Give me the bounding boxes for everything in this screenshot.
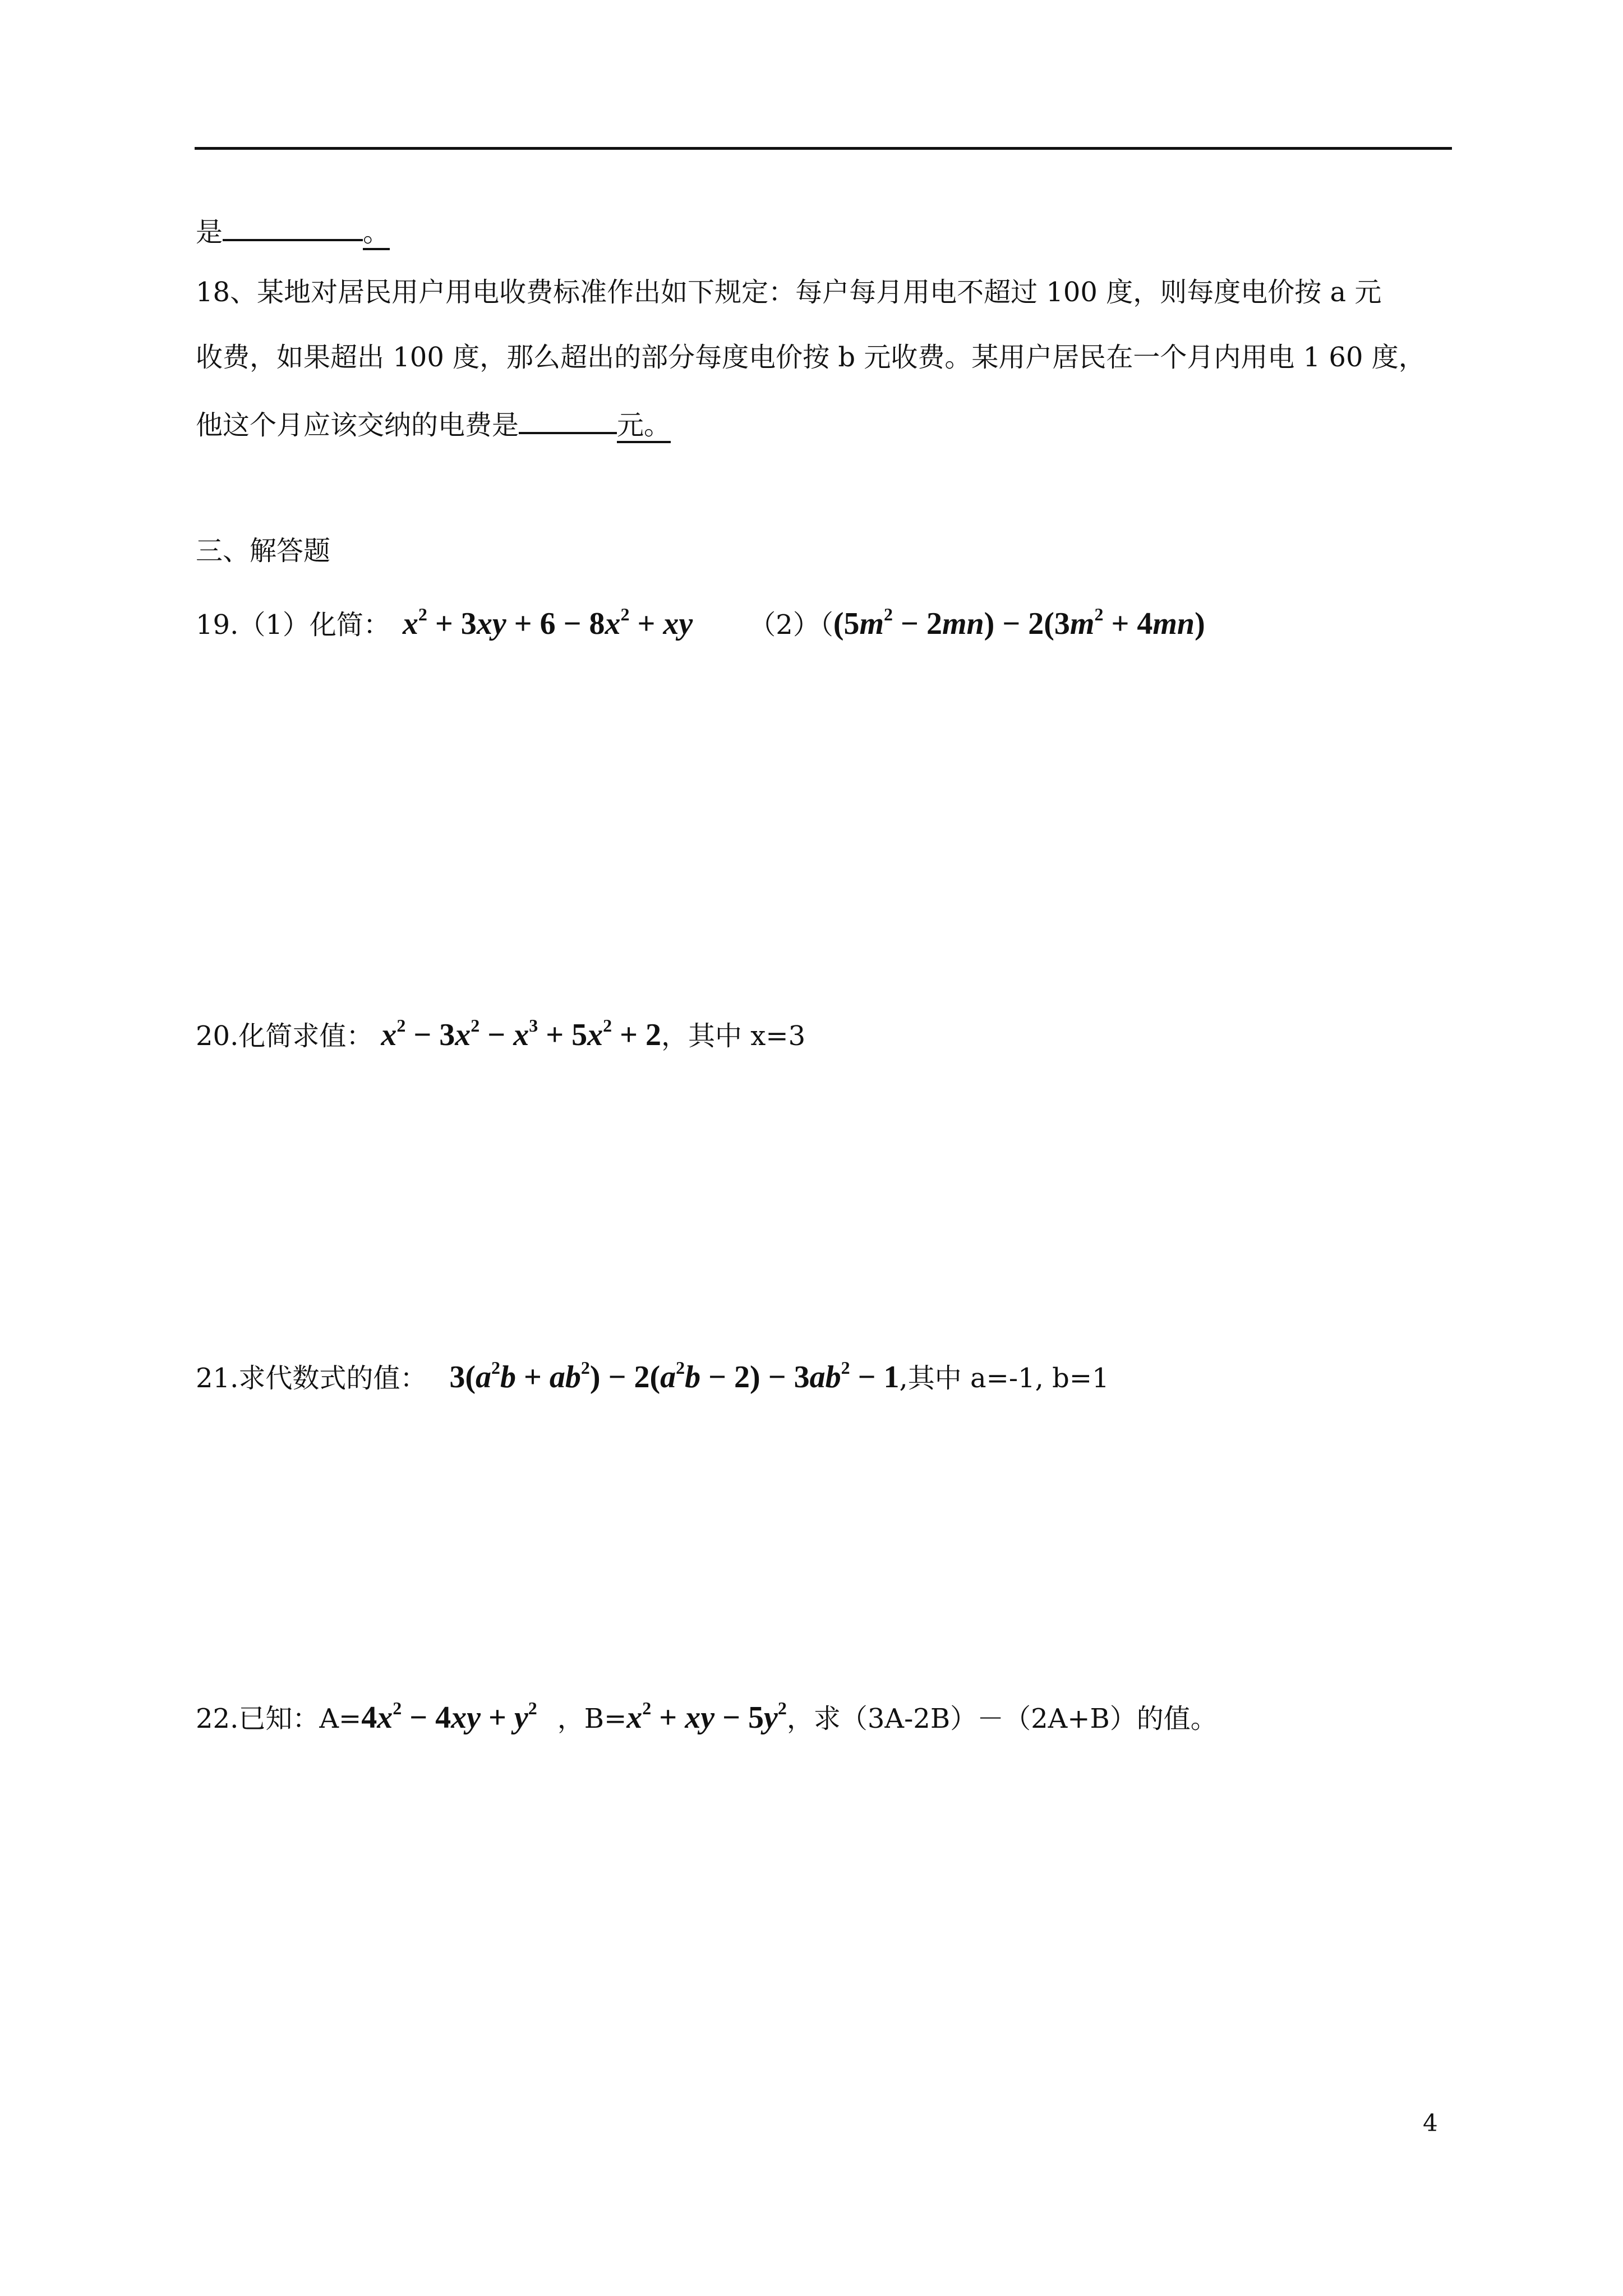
q20-suffix: ，其中 x=3 <box>661 1020 806 1052</box>
section-title: 三、解答题 <box>196 535 331 567</box>
page-number: 4 <box>1423 2109 1438 2137</box>
q18-line-3-prefix: 他这个月应该交纳的电费是 <box>196 409 519 441</box>
q22-expression-a: $4x^2 - 4xy + y^2$ <box>361 1698 537 1735</box>
q21-suffix: ,其中 a=-1, b=1 <box>899 1363 1109 1394</box>
q19-expression-1: $x^2 + 3xy + 6 - 8x^2$ + xy <box>402 604 693 641</box>
q19-part2-label: （2）（ <box>749 609 833 641</box>
q21-expression: $3(a^2b + ab^2) - 2(a^2b - 2) - 3ab^2 - 1$ <box>449 1358 900 1395</box>
header-rule <box>195 147 1452 150</box>
q20-prefix: 20.化简求值： <box>196 1020 374 1052</box>
q20-line <box>196 1015 806 1053</box>
q22-prefix: 22.已知：A= <box>196 1703 362 1734</box>
q19-prefix: 19.（1）化简： <box>196 609 390 641</box>
q19-line <box>196 604 1205 642</box>
q18-line-3 <box>196 405 671 442</box>
q18-line-2: 收费，如果超出 100 度，那么超出的部分每度电价按 b 元收费。某用户居民在一个月内用电 1 60 度， <box>196 342 1426 373</box>
q21-line <box>196 1360 1109 1395</box>
q22-suffix: ，求（3A-2B）－（2A+B）的值。 <box>786 1703 1218 1734</box>
q22-line <box>196 1698 1218 1736</box>
q21-prefix: 21.求代数式的值： <box>196 1363 427 1394</box>
q19-expression-2: $(5m^2 - 2mn) - 2(3m^2 + 4mn)$ <box>833 604 1205 641</box>
q20-expression: $x^2 - 3x^2 - x^3 + 5x^2 + 2$ <box>381 1015 662 1052</box>
q17-prefix: 是 <box>196 217 223 248</box>
q17-answer-blank[interactable] <box>223 212 363 241</box>
q18-line-1: 18、某地对居民用户用电收费标准作出如下规定：每户每月用电不超过 100 度，则每度电价按 a 元 <box>196 277 1382 308</box>
q18-answer-blank[interactable] <box>519 405 617 434</box>
q22-expression-b: $x^2$ + xy − $5y^2$ <box>626 1698 787 1735</box>
q17-tail-line <box>196 212 390 249</box>
q18-line-3-suffix: 元。 <box>617 409 671 443</box>
q22-mid: ，B= <box>557 1703 627 1734</box>
q17-suffix: 。 <box>363 217 390 250</box>
